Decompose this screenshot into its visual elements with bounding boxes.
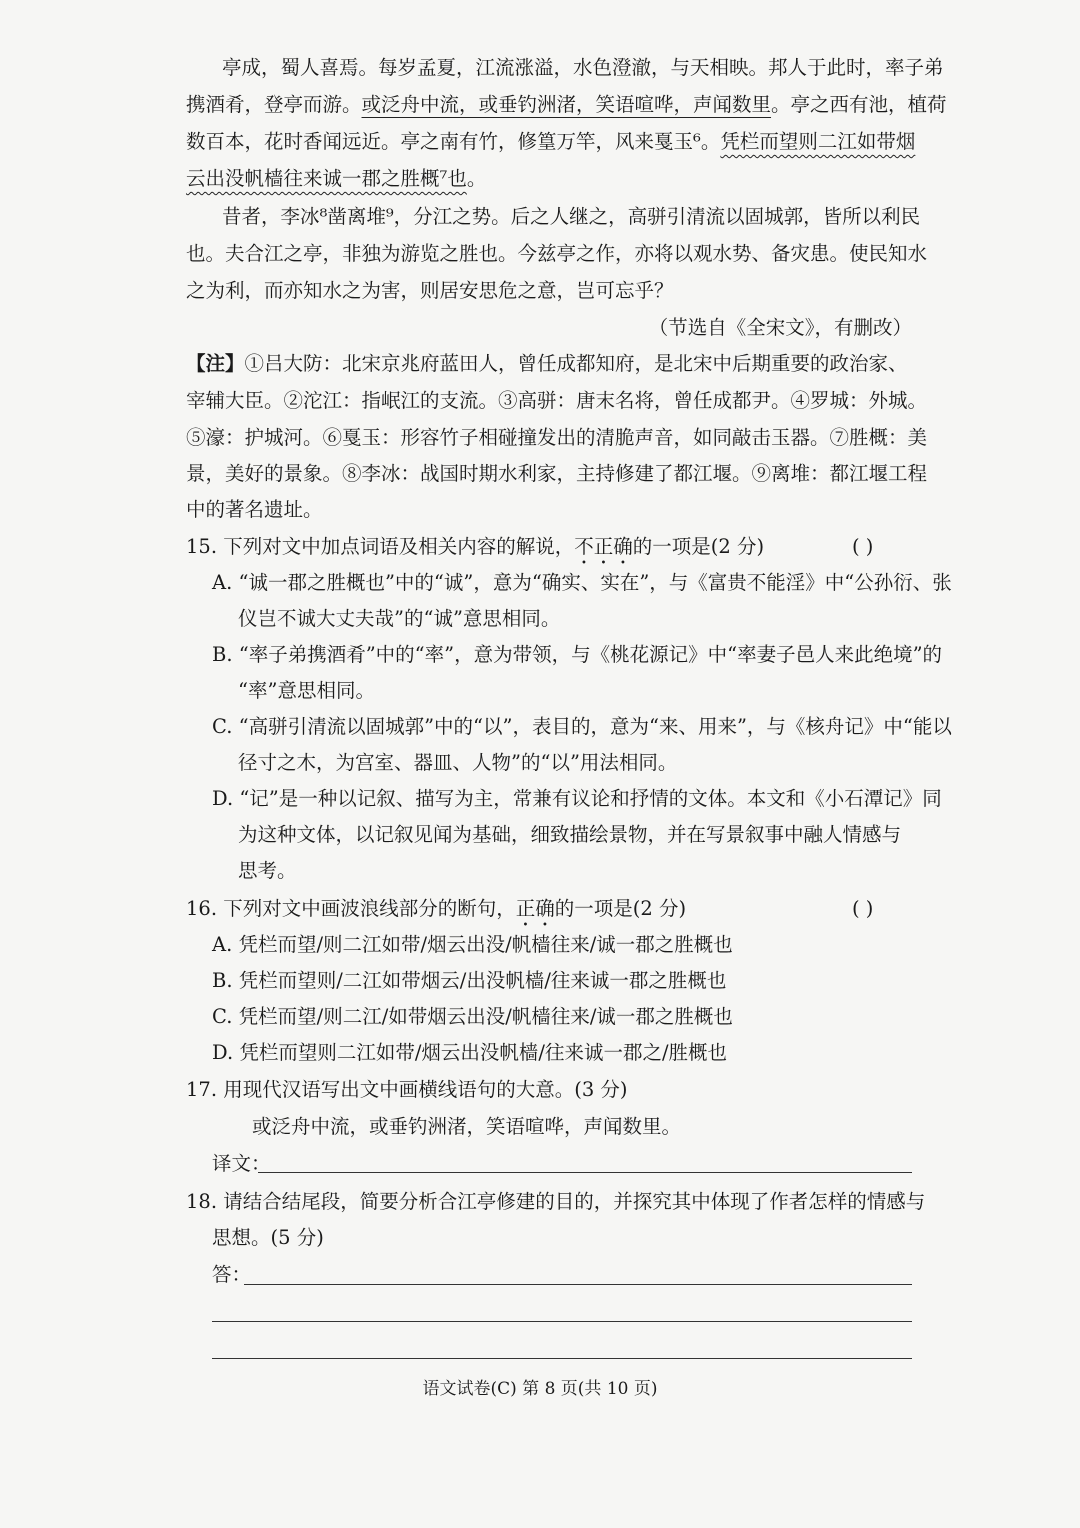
answer-line[interactable]: [212, 1321, 912, 1322]
passage-line: [186, 166, 912, 192]
notes-text: 景，美好的景象。⑧李冰：战国时期水利家，主持修建了都江堰。⑨离堆：都江堰工程: [186, 462, 928, 485]
notes-line: [186, 461, 928, 487]
option-text: 径寸之木，为宫室、器皿、人物”的“以”用法相同。: [238, 751, 678, 774]
option-b: [212, 642, 943, 668]
notes-text: 宰辅大臣。②沱江：指岷江的支流。③高骈：唐末名将，曾任成都尹。④罗城：外城。: [186, 389, 928, 412]
underlined-sentence: 或泛舟中流，或垂钓洲渚，笑语喧哗，声闻数里: [361, 93, 772, 116]
option-a-cont: [238, 606, 912, 632]
question-18-stem: [186, 1189, 926, 1215]
option-text: A. 凭栏而望/则二江如带/烟云出没/帆樯往来/诚一郡之胜概也: [212, 933, 733, 956]
passage-text: 。亭之西有池，植荷: [771, 93, 947, 116]
option-text: D. 凭栏而望则二江如带/烟云出没帆樯/往来诚一郡之/胜概也: [212, 1041, 728, 1064]
label-text: 译文：: [212, 1152, 271, 1175]
option-d-cont: [238, 858, 912, 884]
label-text: 答：: [212, 1263, 252, 1286]
passage-line: [186, 278, 912, 304]
passage-text: 之为利，而亦知水之为害，则居安思危之意，岂可忘乎？: [186, 279, 674, 302]
option-c: [212, 714, 952, 740]
option-text: 仪岂不诚大丈夫哉”的“诚”意思相同。: [238, 607, 561, 630]
notes-text: ⑤濠：护城河。⑥戛玉：形容竹子相碰撞发出的清脆声音，如同敲击玉器。⑦胜概：美: [186, 426, 928, 449]
wavy-underlined-text: 云出没帆樯往来诚一郡之胜概⁷也: [186, 167, 467, 190]
notes-text: ①吕大防：北宋京兆府蓝田人，曾任成都知府，是北宋中后期重要的政治家、: [244, 352, 908, 375]
option-b-cont: [238, 678, 912, 704]
option-text: 为这种文体，以记叙见闻为基础，细致描绘景物，并在写景叙事中融人情感与: [238, 823, 902, 846]
question-text: 17. 用现代汉语写出文中画横线语句的大意。(3 分): [186, 1078, 628, 1101]
notes-label: 【注】: [186, 352, 245, 375]
question-text: 15. 下列对文中加点词语及相关内容的解说，: [186, 535, 575, 558]
notes-line: [186, 388, 928, 414]
passage-source: [186, 315, 912, 341]
translation-answer-line[interactable]: [258, 1172, 912, 1173]
passage-line: [222, 55, 944, 81]
question-17-sentence: [252, 1114, 912, 1140]
option-text: A. “诚一郡之胜概也”中的“诚”，意为“确实、实在”，与《富贵不能淫》中“公孙衍、张: [212, 571, 952, 594]
option-c-cont: [238, 750, 912, 776]
emphasis-text: 正确: [515, 897, 555, 920]
option-text: C. 凭栏而望/则二江/如带烟云出没/帆樯往来/诚一郡之胜概也: [212, 1005, 733, 1028]
question-text: 16. 下列对文中画波浪线部分的断句，: [186, 897, 516, 920]
option-text: B. “率子弟携酒肴”中的“率”，意为带领，与《桃花源记》中“率妻子邑人来此绝境”的: [212, 643, 943, 666]
passage-line: [186, 241, 928, 267]
question-text: 的一项是(2 分): [554, 897, 687, 920]
option-d: [212, 1040, 912, 1066]
option-text: “率”意思相同。: [238, 679, 375, 702]
option-b: [212, 968, 912, 994]
passage-text: 昔者，李冰⁸凿离堆⁹，分江之势。后之人继之，高骈引清流以固城郭，皆所以利民: [222, 205, 921, 228]
notes-line: [186, 497, 912, 523]
question-18-stem-cont: [212, 1225, 912, 1251]
passage-line: [222, 204, 921, 230]
question-text: 思想。(5 分): [212, 1226, 324, 1249]
question-17-stem: [186, 1077, 912, 1103]
notes-line: [186, 351, 912, 377]
option-d: [212, 786, 942, 812]
page-footer: [0, 1378, 1080, 1400]
option-text: 思考。: [238, 859, 297, 882]
answer-line[interactable]: [212, 1358, 912, 1359]
option-d-cont: [238, 822, 912, 848]
passage-text: 数百本，花时香闻远近。亭之南有竹，修篁万竿，风来戛玉⁶。: [186, 130, 721, 153]
option-text: C. “高骈引清流以固城郭”中的“以”，表目的，意为“来、用来”，与《核舟记》中“能以: [212, 715, 952, 738]
passage-line: [186, 129, 916, 155]
passage-text: 也。夫合江之亭，非独为游览之胜也。今兹亭之作，亦将以观水势、备灾患。使民知水: [186, 242, 928, 265]
question-15-stem: [186, 534, 912, 569]
emphasis-text: 不正确: [574, 535, 633, 558]
answer-line[interactable]: [244, 1284, 912, 1285]
passage-text: 携酒肴，登亭而游。: [186, 93, 362, 116]
notes-line: [186, 425, 928, 451]
passage-text: 亭成，蜀人喜焉。每岁孟夏，江流涨溢，水色澄澈，与天相映。邦人于此时，率子弟: [222, 56, 944, 79]
answer-bracket[interactable]: ( ): [852, 535, 874, 558]
option-text: D. “记”是一种以记叙、描写为主，常兼有议论和抒情的文体。本文和《小石潭记》同: [212, 787, 942, 810]
wavy-underlined-text: 凭栏而望则二江如带烟: [720, 130, 916, 153]
option-a: [212, 570, 952, 596]
option-text: B. 凭栏而望则/二江如带烟云/出没帆樯/往来诚一郡之胜概也: [212, 969, 727, 992]
footer-text: 语文试卷(C) 第 8 页(共 10 页): [422, 1379, 658, 1399]
quoted-sentence: 或泛舟中流，或垂钓洲渚，笑语喧哗，声闻数里。: [252, 1115, 682, 1138]
answer-bracket[interactable]: ( ): [852, 897, 874, 920]
question-text: 18. 请结合结尾段，简要分析合江亭修建的目的，并探究其中体现了作者怎样的情感与: [186, 1190, 926, 1213]
notes-text: 中的著名遗址。: [186, 498, 323, 521]
question-text: 的一项是(2 分): [632, 535, 765, 558]
option-c: [212, 1004, 912, 1030]
question-16-stem: [186, 896, 912, 931]
option-a: [212, 932, 912, 958]
passage-text: 。: [466, 167, 487, 190]
source-text: （节选自《全宋文》，有删改）: [648, 316, 912, 339]
passage-line: [186, 92, 947, 118]
translation-label: [212, 1151, 272, 1177]
